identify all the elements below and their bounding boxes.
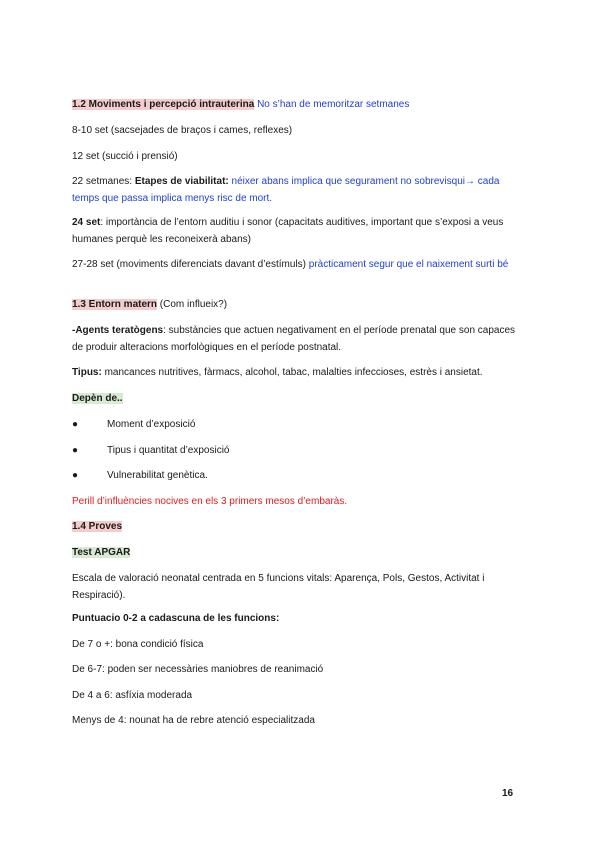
section-1-3 xyxy=(72,296,524,313)
apgar-line: De 6-7: poden ser necessàries maniobres de reanimació xyxy=(72,664,324,675)
section-1-2 xyxy=(72,96,524,113)
apgar-line: De 7 o +: bona condició física xyxy=(72,639,204,650)
apgar-line: Menys de 4: nounat ha de rebre atenció especialitzada xyxy=(72,715,315,726)
warning-text: Perill d’influències nocives en els 3 primers mesos d’embaràs. xyxy=(72,496,348,507)
apgar-score-label: Puntuacio 0-2 a cadascuna de les funcions: xyxy=(72,613,280,624)
list-item-text: Tipus i quantitat d’exposició xyxy=(107,445,230,456)
text-run: : substàncies que actuen negativament en el període prenatal que son capaces de produir alteracions morfològiques en el període postnatal. xyxy=(72,325,516,353)
bold-term: 24 set xyxy=(72,217,101,228)
paragraph: 8-10 set (sacsejades de braços i cames, reflexes) xyxy=(72,125,293,136)
list-item-text: Vulnerabilitat genètica. xyxy=(107,470,208,481)
section-note: (Com influeix?) xyxy=(157,299,228,310)
bullet-icon: ● xyxy=(72,419,79,430)
bullet-icon: ● xyxy=(72,445,79,456)
paragraph-teratogens xyxy=(72,322,524,356)
apgar-heading xyxy=(72,544,524,561)
section-heading: 1.3 Entorn matern xyxy=(72,299,158,310)
paragraph-hearing xyxy=(72,214,524,248)
section-heading: 1.2 Moviments i percepció intrauterina xyxy=(72,99,255,110)
section-heading: 1.4 Proves xyxy=(72,521,123,532)
bullet-icon: ● xyxy=(72,470,79,481)
text-run: 27-28 set (moviments diferenciats davant d’estímuls) xyxy=(72,259,306,270)
paragraph-movements xyxy=(72,256,524,273)
section-note: No s’han de memoritzar setmanes xyxy=(257,99,410,110)
page-number: 16 xyxy=(502,788,514,799)
paragraph-types xyxy=(72,364,524,381)
text-run: mancances nutritives, fàrmacs, alcohol, tabac, malalties infeccioses, estrès i ansietat. xyxy=(101,367,483,378)
bold-term: -Agents teratògens xyxy=(72,325,164,336)
bold-term: Etapes de viabilitat: xyxy=(134,176,229,187)
blue-note: néixer abans implica que segurament no sobrevisqui→ cada temps que passa implica menys risc de mort. xyxy=(72,176,500,204)
bold-term: Tipus: xyxy=(72,367,102,378)
list-item-text: Moment d’exposició xyxy=(107,419,196,430)
paragraph: 12 set (succió i prensió) xyxy=(72,151,178,162)
blue-note: pràcticament segur que el naixement surti bé xyxy=(306,259,509,270)
text-run: : importància de l’entorn auditiu i sonor (capacitats auditives, important que s’exposi a veus humanes perquè les reconeixerà abans) xyxy=(72,217,504,245)
apgar-line: De 4 a 6: asfíxia moderada xyxy=(72,690,193,701)
highlighted-label: Depèn de.. xyxy=(72,393,123,404)
apgar-description: Escala de valoració neonatal centrada en 5 funcions vitals: Aparença, Pols, Gestos, Activitat i Respiració). xyxy=(72,573,485,601)
highlighted-label: Test APGAR xyxy=(72,547,131,558)
paragraph-viability xyxy=(72,173,524,207)
depends-heading xyxy=(72,390,524,407)
section-1-4 xyxy=(72,518,524,535)
text-run: 22 setmanes: xyxy=(72,176,135,187)
